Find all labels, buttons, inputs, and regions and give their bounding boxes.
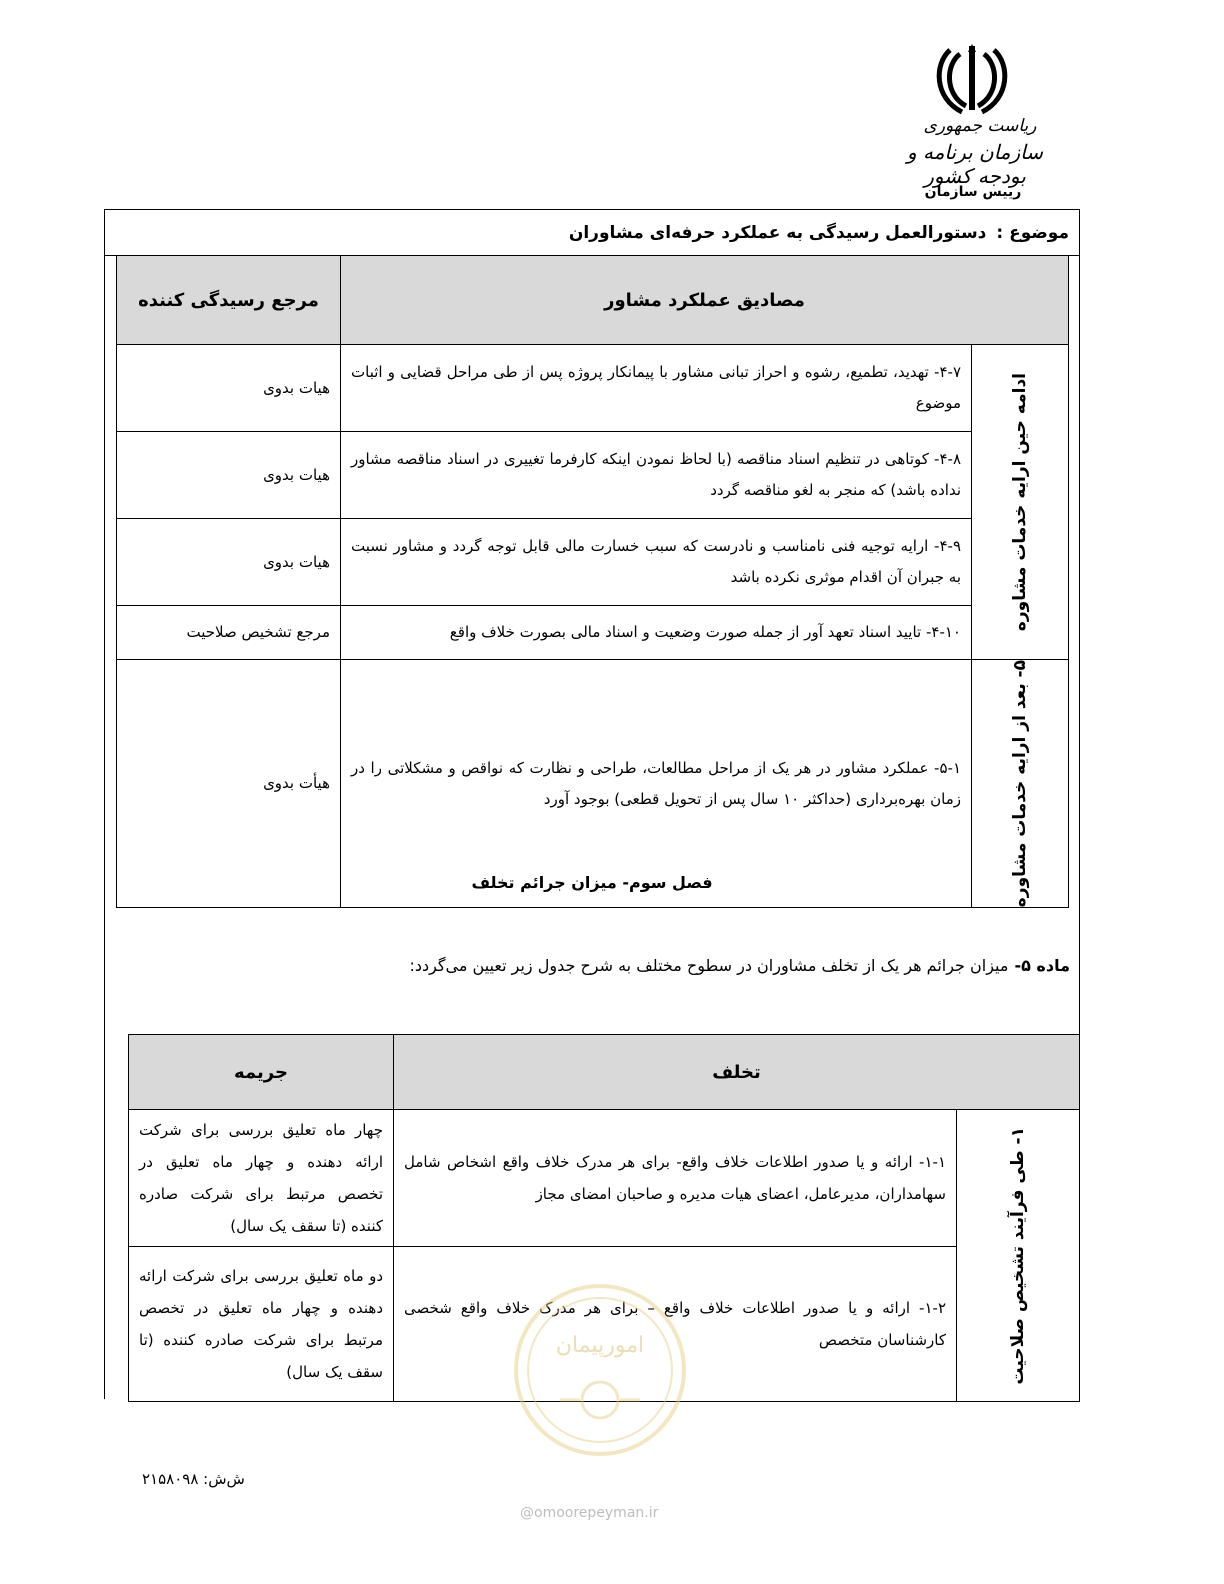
group-label-cell (972, 660, 1069, 908)
group-label: ۵- بعد از ارایه خدمات مشاوره (1010, 660, 1030, 908)
group-label-cell (957, 1110, 1080, 1402)
row-description: ۴-۸- کوتاهی در تنظیم اسناد مناقصه (با لحاظ نمودن اینکه کارفرما تغییری در اسناد مناقصه مشاور نداده باشد) که منجر به لغو مناقصه گردد (341, 432, 972, 519)
header-reference: مرجع رسیدگی کننده (117, 256, 341, 345)
org-head-title: رییس سازمان (924, 184, 1022, 200)
section-title: فصل سوم- میزان جرائم تخلف (471, 873, 713, 892)
watermark-logo (510, 1280, 690, 1460)
row-reference: هیات بدوی (117, 519, 341, 606)
org-presidency: ریاست جمهوری (923, 116, 1037, 136)
row-description: ۵-۱- عملکرد مشاور در هر یک از مراحل مطالعات، طراحی و نظارت که نواقص و مشکلاتی را در زمان بهره‌برداری (حداکثر ۱۰ سال پس از تحویل قطعی) بوجود آورد (341, 660, 972, 908)
subject-label: موضوع : (996, 222, 1069, 243)
group-label: ۱- طی فرآیند تشخیص صلاحیت (1008, 1126, 1028, 1385)
row-reference: هیات بدوی (117, 345, 341, 432)
performance-table (116, 255, 1069, 908)
table-row (117, 345, 1069, 432)
subject-line (105, 210, 1079, 256)
group-label-cell (972, 345, 1069, 660)
row-reference: مرجع تشخیص صلاحیت (117, 606, 341, 660)
row-penalty: دو ماه تعلیق بررسی برای شرکت ارائه دهنده و چهار ماه تعلیق در تخصص مرتبط برای شرکت صادره کننده (تا سقف یک سال) (129, 1247, 394, 1402)
subject-text: دستورالعمل رسیدگی به عملکرد حرفه‌ای مشاوران (568, 222, 987, 243)
table-row (117, 432, 1069, 519)
row-description: ۴-۷- تهدید، تطمیع، رشوه و احراز تبانی مشاور با پیمانکار پروژه پس از طی مراحل قضایی و اثبات موضوع (341, 345, 972, 432)
table-row (117, 660, 1069, 908)
article-label: ماده ۵- (1014, 956, 1070, 975)
article-text: میزان جرائم هر یک از تخلف مشاوران در سطوح مختلف به شرح جدول زیر تعیین می‌گردد: (409, 956, 1009, 975)
watermark-text: @omoorepeyman.ir (520, 1505, 659, 1521)
serial-number: ش‌ش: ۲۱۵۸۰۹۸ (142, 1470, 245, 1488)
table-row (117, 519, 1069, 606)
row-penalty: چهار ماه تعلیق بررسی برای شرکت ارائه دهنده و چهار ماه تعلیق در تخصص مرتبط برای شرکت صادره کننده (تا سقف یک سال) (129, 1110, 394, 1247)
row-description: ۴-۱۰- تایید اسناد تعهد آور از جمله صورت وضعیت و اسناد مالی بصورت خلاف واقع (341, 606, 972, 660)
row-violation: ۱-۲- ارائه و یا صدور اطلاعات خلاف واقع – برای هر مدرک خلاف واقع شخصی کارشناسان متخصص (394, 1247, 957, 1402)
row-reference: هیأت بدوی (117, 660, 341, 908)
table-header-row (117, 256, 1069, 345)
table-header-row (129, 1035, 1080, 1110)
header-violation: تخلف (394, 1035, 1080, 1110)
row-description: ۴-۹- ارایه توجیه فنی نامناسب و نادرست که سبب خسارت مالی قابل توجه گردد و مشاور نسبت به جبران آن اقدام موثری نکرده باشد (341, 519, 972, 606)
row-violation: ۱-۱- ارائه و یا صدور اطلاعات خلاف واقع- برای هر مدرک خلاف واقع اشخاص شامل سهامداران، مدیرعامل، اعضای هیات مدیره و صاحبان امضای مجاز (394, 1110, 957, 1247)
header-penalty: جریمه (129, 1035, 394, 1110)
header-description: مصادیق عملکرد مشاور (341, 256, 1069, 345)
svg-text:امورپیمان: امورپیمان (555, 1333, 645, 1358)
letterhead (880, 30, 1080, 210)
group-label: ادامه حین ارایه خدمات مشاوره (1010, 372, 1030, 632)
org-name: سازمان برنامه و بودجه کشور (906, 140, 1044, 188)
table-row (117, 606, 1069, 660)
article-line (409, 956, 1070, 975)
table-row (129, 1110, 1080, 1247)
iran-emblem-icon (932, 40, 1012, 118)
row-reference: هیات بدوی (117, 432, 341, 519)
